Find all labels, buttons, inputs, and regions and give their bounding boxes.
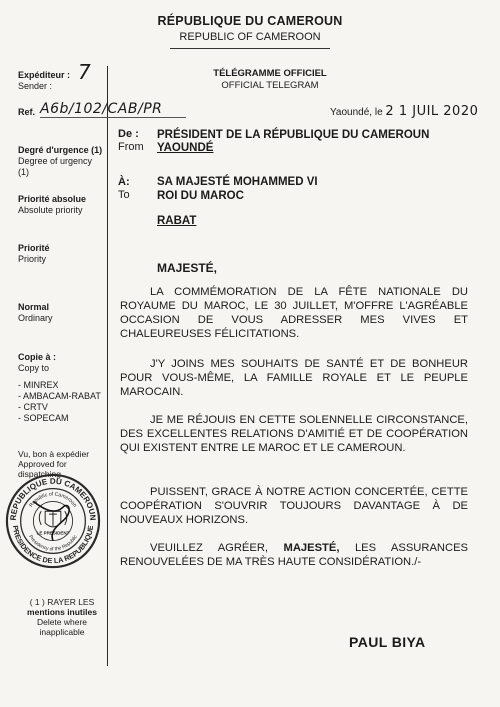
country-title-en: REPUBLIC OF CAMEROON: [179, 31, 321, 43]
header-rule: [170, 48, 330, 49]
paragraph-2: J'Y JOINS MES SOUHAITS DE SANTÉ ET DE BONHEUR POUR VOUS-MÊME, LA FAMILLE ROYALE ET LE PEUPLE MAROCAIN.: [120, 358, 468, 398]
place-date: Yaoundé, le 2 1 JUIL 2020: [330, 104, 479, 119]
urgency-label: Degré d'urgence (1) Degree of urgency (1): [18, 145, 103, 177]
paragraph-4: PUISSENT, GRACE À NOTRE ACTION CONCERTÉE, CETTE COOPÉRATION S'OUVRIR TOUJOURS DAVANTAGE À DE NOUVEAUX HORIZONS.: [120, 486, 468, 526]
sidebar-divider: [107, 66, 108, 666]
normal-label: Normal Ordinary: [18, 302, 53, 323]
absolute-priority-label: Priorité absolue Absolute priority: [18, 194, 87, 215]
from-value: PRÉSIDENT DE LA RÉPUBLIQUE DU CAMEROUN: [157, 129, 430, 141]
priority-label: Priorité Priority: [18, 243, 50, 264]
from-city: YAOUNDÉ: [157, 142, 214, 154]
country-title-fr: RÉPUBLIQUE DU CAMEROUN: [157, 14, 343, 28]
to-city: RABAT: [157, 215, 197, 227]
copy-to-label: Copie à : Copy to: [18, 352, 57, 373]
from-label: De : From: [118, 128, 144, 153]
paragraph-3: JE ME RÉJOUIS EN CETTE SOLENNELLE CIRCONSTANCE, DES EXCELLENTES RELATIONS D'AMITIÉ ET DE COOPÉRATION QUI EXISTENT ENTRE LE MAROC ET LE CAMEROUN.: [120, 414, 468, 454]
sender-label: Expéditeur : Sender :: [18, 70, 71, 91]
coat-of-arms-icon: [39, 511, 66, 527]
seal-center-text: LE PRESIDENT: [36, 530, 70, 536]
date-value: 2 1 JUIL 2020: [385, 104, 479, 119]
paragraph-5: VEUILLEZ AGRÉER, MAJESTÉ, LES ASSURANCES RENOUVELÉES DE MA TRÈS HAUTE CONSIDÉRATION./-: [120, 542, 469, 568]
paragraph-1: LA COMMÉMORATION DE LA FÊTE NATIONALE DU ROYAUME DU MAROC, LE 30 JUILLET, M'OFFRE L'AGRÉABLE OCCASION DE VOUS ADRESSER MES VIVES ET CHALEUREUSES FÉLICITATIONS.: [120, 286, 468, 340]
copy-item: - MINREX: [18, 380, 59, 390]
signature-name: PAUL BIYA: [349, 634, 426, 650]
to-value-2: ROI DU MAROC: [157, 190, 244, 202]
ref-label: Ref.: [18, 107, 36, 117]
footnote: ( 1 ) RAYER LES mentions inutiles Delete where inapplicable: [27, 597, 97, 637]
sender-value: 7: [78, 60, 92, 84]
dispatch-label: Vu, bon à expédier Approved for dispatching: [18, 449, 90, 479]
to-label: À: To: [118, 176, 130, 201]
presidency-seal: [4, 472, 102, 570]
salutation: MAJESTÉ,: [157, 261, 218, 275]
telegram-title: TÉLÉGRAMME OFFICIEL OFFICIAL TELEGRAM: [213, 68, 327, 91]
seal-ring-bottom: PRESIDENCE DE LA REPUBLIQUE: [10, 524, 96, 566]
copy-item: - AMBACAM-RABAT: [18, 391, 101, 401]
seal-inner-top: Republic of Cameroon: [28, 491, 78, 509]
seal-ring-top: REPUBLIQUE DU CAMEROUN: [8, 476, 98, 521]
copy-list: [18, 380, 104, 424]
copy-item: - CRTV: [18, 402, 48, 412]
seal-inner-bottom: Presidency of the Republic: [27, 534, 79, 553]
copy-item: - SOPECAM: [18, 413, 69, 423]
ref-underline: [40, 117, 186, 118]
to-value: SA MAJESTÉ MOHAMMED VI: [157, 176, 318, 188]
ref-value: A6b/102/CAB/PR: [40, 101, 163, 117]
